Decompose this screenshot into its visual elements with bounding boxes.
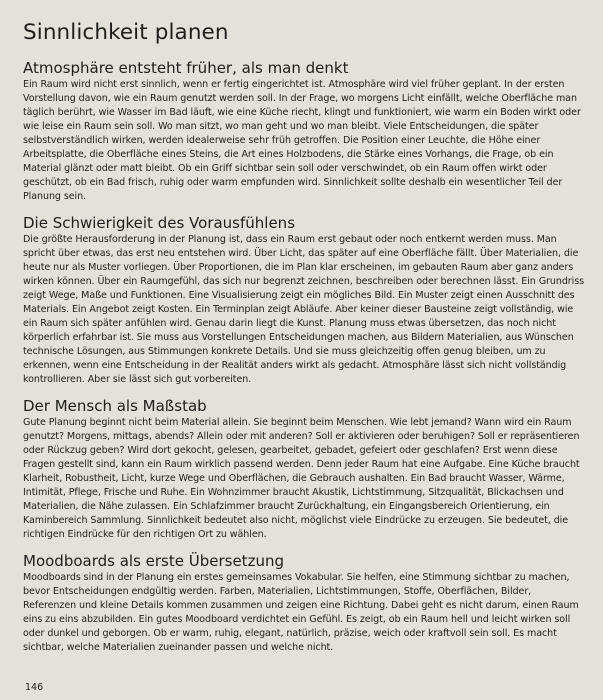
section-heading: Die Schwierigkeit des Vorausfühlens — [23, 213, 296, 232]
section-heading: Atmosphäre entsteht früher, als man denkt — [23, 58, 349, 77]
page-title: Sinnlichkeit planen — [23, 20, 229, 45]
section-heading: Moodboards als erste Übersetzung — [23, 551, 284, 570]
section-heading: Der Mensch als Maßstab — [23, 396, 207, 415]
section-body: Moodboards sind in der Planung ein erstes gemeinsames Vokabular. Sie helfen, eine Stimmung sichtbar zu machen, bevor Entscheidungen endgültig werden. Farben, Materialien, Lichtstimmungen, Stoffe, Oberflächen, Bilder, Referenzen und kleine Details kommen zusammen und zeigen eine Richtung. Dabei geht es nicht darum, einen Raum eins zu eins abzubilden. Ein gutes Moodboard verdichtet ein Gefühl. Es zeigt, ob ein Raum hell und leicht wirken soll oder dunkel und geborgen. Ob er warm, ruhig, elegant, natürlich, präzise, weich oder kraftvoll sein soll. Es macht sichtbar, welche Materialien zueinander passen und welche nicht. — [23, 571, 579, 653]
section-vorausfuehlen — [23, 214, 585, 387]
section-body: Ein Raum wird nicht erst sinnlich, wenn er fertig eingerichtet ist. Atmosphäre wird viel früher geplant. In der ersten Vorstellung davon, wie ein Raum genutzt werden soll. In der Frage, wo morgens Licht einfällt, welche Oberfläche man täglich berührt, wie Wasser im Bad läuft, wie eine Küche riecht, klingt und funktioniert, wie warm ein Boden wirkt oder wie leise ein Raum sein soll. Wo man sitzt, wo man geht und wo man bleibt. Viele Entscheidungen, die später selbstverständlich wirken, werden idealerweise sehr früh getroffen. Die Position einer Leuchte, die Höhe einer Arbeitsplatte, die Oberfläche eines Steins, die Art eines Holzbodens, die Stärke eines Vorhangs, die Frage, ob ein Material glänzt oder matt bleibt. Ob ein Griff sichtbar sein soll oder verschwindet, ob ein Raum offen wirkt oder geschützt, ob ein Bad frisch, ruhig oder warm empfunden wird. Sinnlichkeit sollte deshalb ein wesentlicher Teil der Planung sein. — [23, 78, 581, 202]
section-moodboards — [23, 552, 585, 655]
page-content — [23, 20, 585, 665]
section-body: Gute Planung beginnt nicht beim Material allein. Sie beginnt beim Menschen. Wie lebt jemand? Wann wird ein Raum genutzt? Morgens, mittags, abends? Allein oder mit anderen? Soll er aktivieren oder beruhigen? Soll er repräsentieren oder Rückzug geben? Wird dort gekocht, gelesen, gearbeitet, gebadet, gefeiert oder geschlafen? Erst wenn diese Fragen gestellt sind, kann ein Raum wirklich passend werden. Denn jeder Raum hat eine Aufgabe. Eine Küche braucht Klarheit, Robustheit, Licht, kurze Wege und Oberflächen, die Gebrauch aushalten. Ein Bad braucht Wasser, Wärme, Intimität, Pflege, Frische und Ruhe. Ein Wohnzimmer braucht Akustik, Lichtstimmung, Sitzqualität, Blickachsen und Materialien, die Nähe zulassen. Ein Schlafzimmer braucht Zurückhaltung, ein Eingangsbereich Orientierung, ein Kaminbereich Sammlung. Sinnlichkeit bedeutet also nicht, möglichst viele Eindrücke zu erzeugen. Sie bedeutet, die richtigen Eindrücke für den richtigen Ort zu wählen. — [23, 416, 580, 540]
section-atmosphaere — [23, 59, 585, 204]
section-body: Die größte Herausforderung in der Planung ist, dass ein Raum erst gebaut oder noch entkernt werden muss. Man spricht über etwas, das erst neu entstehen wird. Über Licht, das später auf eine Oberfläche fällt. Über Materialien, die heute nur als Muster vorliegen. Über Proportionen, die im Plan klar erscheinen, im gebauten Raum aber ganz anders wirken können. Über ein Raumgefühl, das sich nur begrenzt zeichnen, beschreiben oder berechnen lässt. Ein Grundriss zeigt Wege, Maße und Funktionen. Eine Visualisierung zeigt ein mögliches Bild. Ein Muster zeigt einen Ausschnitt des Materials. Ein Angebot zeigt Kosten. Ein Terminplan zeigt Abläufe. Aber keiner dieser Bausteine zeigt vollständig, wie ein Raum sich später anfühlen wird. Genau darin liegt die Kunst. Planung muss etwas übersetzen, das noch nicht körperlich erfahrbar ist. Sie muss aus Vorstellungen Entscheidungen machen, aus Bildern Materialien, aus Wünschen technische Lösungen, aus Stimmungen konkrete Details. Und sie muss gleichzeitig offen genug bleiben, um zu erkennen, wenn eine Entscheidung in der Realität anders wirkt als gedacht. Atmosphäre lässt sich nicht vollständig kontrollieren. Aber sie lässt sich gut vorbereiten. — [23, 233, 585, 385]
section-mensch-massstab — [23, 397, 585, 542]
page-number: 146 — [25, 682, 44, 693]
